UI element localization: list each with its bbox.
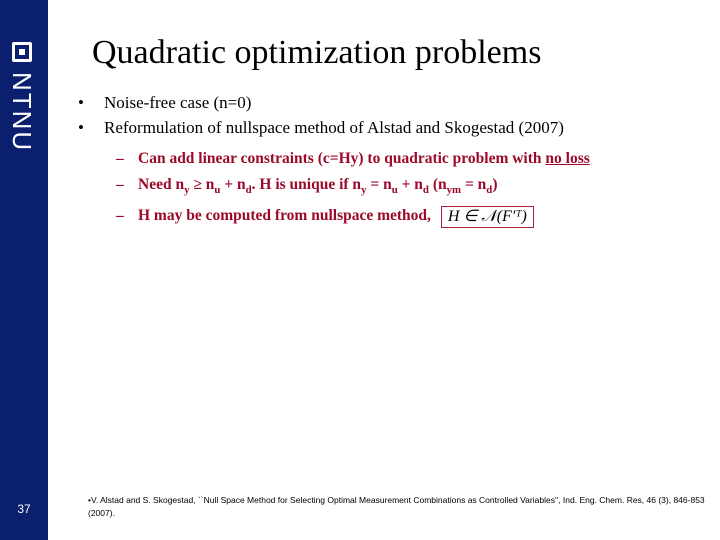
subscript: u [391,184,398,197]
bullet-marker: • [78,93,84,112]
paren-text: ) [492,176,498,193]
ntnu-logo-icon [12,42,32,62]
sub-bullet-text: Can add linear constraints (c=Hy) to quadratic problem with [138,150,546,167]
eq-text: = n [366,176,392,193]
slide-title: Quadratic optimization problems [92,34,542,71]
nullspace-formula: H ∈ 𝒩(F′ᵀ) [441,206,534,228]
no-loss-text: no loss [545,150,590,167]
bullet-list [78,90,564,140]
paren-text: (n [428,176,447,193]
dash-marker: – [116,176,124,193]
subscript: y [184,184,190,197]
sub-bullet-text: H may be computed from nullspace method, [138,207,431,225]
plus-text: + n [220,176,246,193]
subscript: ym [446,184,462,197]
reference-footnote: •V. Alstad and S. Skogestad, ``Null Space Method for Selecting Optimal Measurement Combinations as Controlled Variables'', Ind. Eng. Chem. Res, 46 (3), 846-853 (2007). [88,495,705,518]
plus-text: + n [397,176,423,193]
sub-bullet-item [116,172,590,203]
subscript: d [245,184,252,197]
subscript: d [486,184,493,197]
bullet-marker: • [78,118,84,137]
sub-bullet-item [116,146,590,172]
sub-bullet-item [116,203,590,229]
need-text: Need n [138,176,185,193]
dash-marker: – [116,207,124,225]
subscript: d [422,184,429,197]
unique-text: . H is unique if n [251,176,362,193]
bullet-item [78,90,564,115]
subscript: y [361,184,367,197]
sub-bullet-list [116,146,590,229]
bullet-text: Noise-free case (n=0) [104,93,252,112]
geq-text: ≥ n [189,176,215,193]
ntnu-sidebar [0,0,48,540]
eq-text: = n [461,176,487,193]
subscript: u [214,184,221,197]
dash-marker: – [116,150,124,167]
page-number: 37 [17,502,31,516]
ntnu-logo-text: NTNU [7,72,37,153]
bullet-text: Reformulation of nullspace method of Alstad and Skogestad (2007) [104,118,564,137]
bullet-item [78,115,564,140]
